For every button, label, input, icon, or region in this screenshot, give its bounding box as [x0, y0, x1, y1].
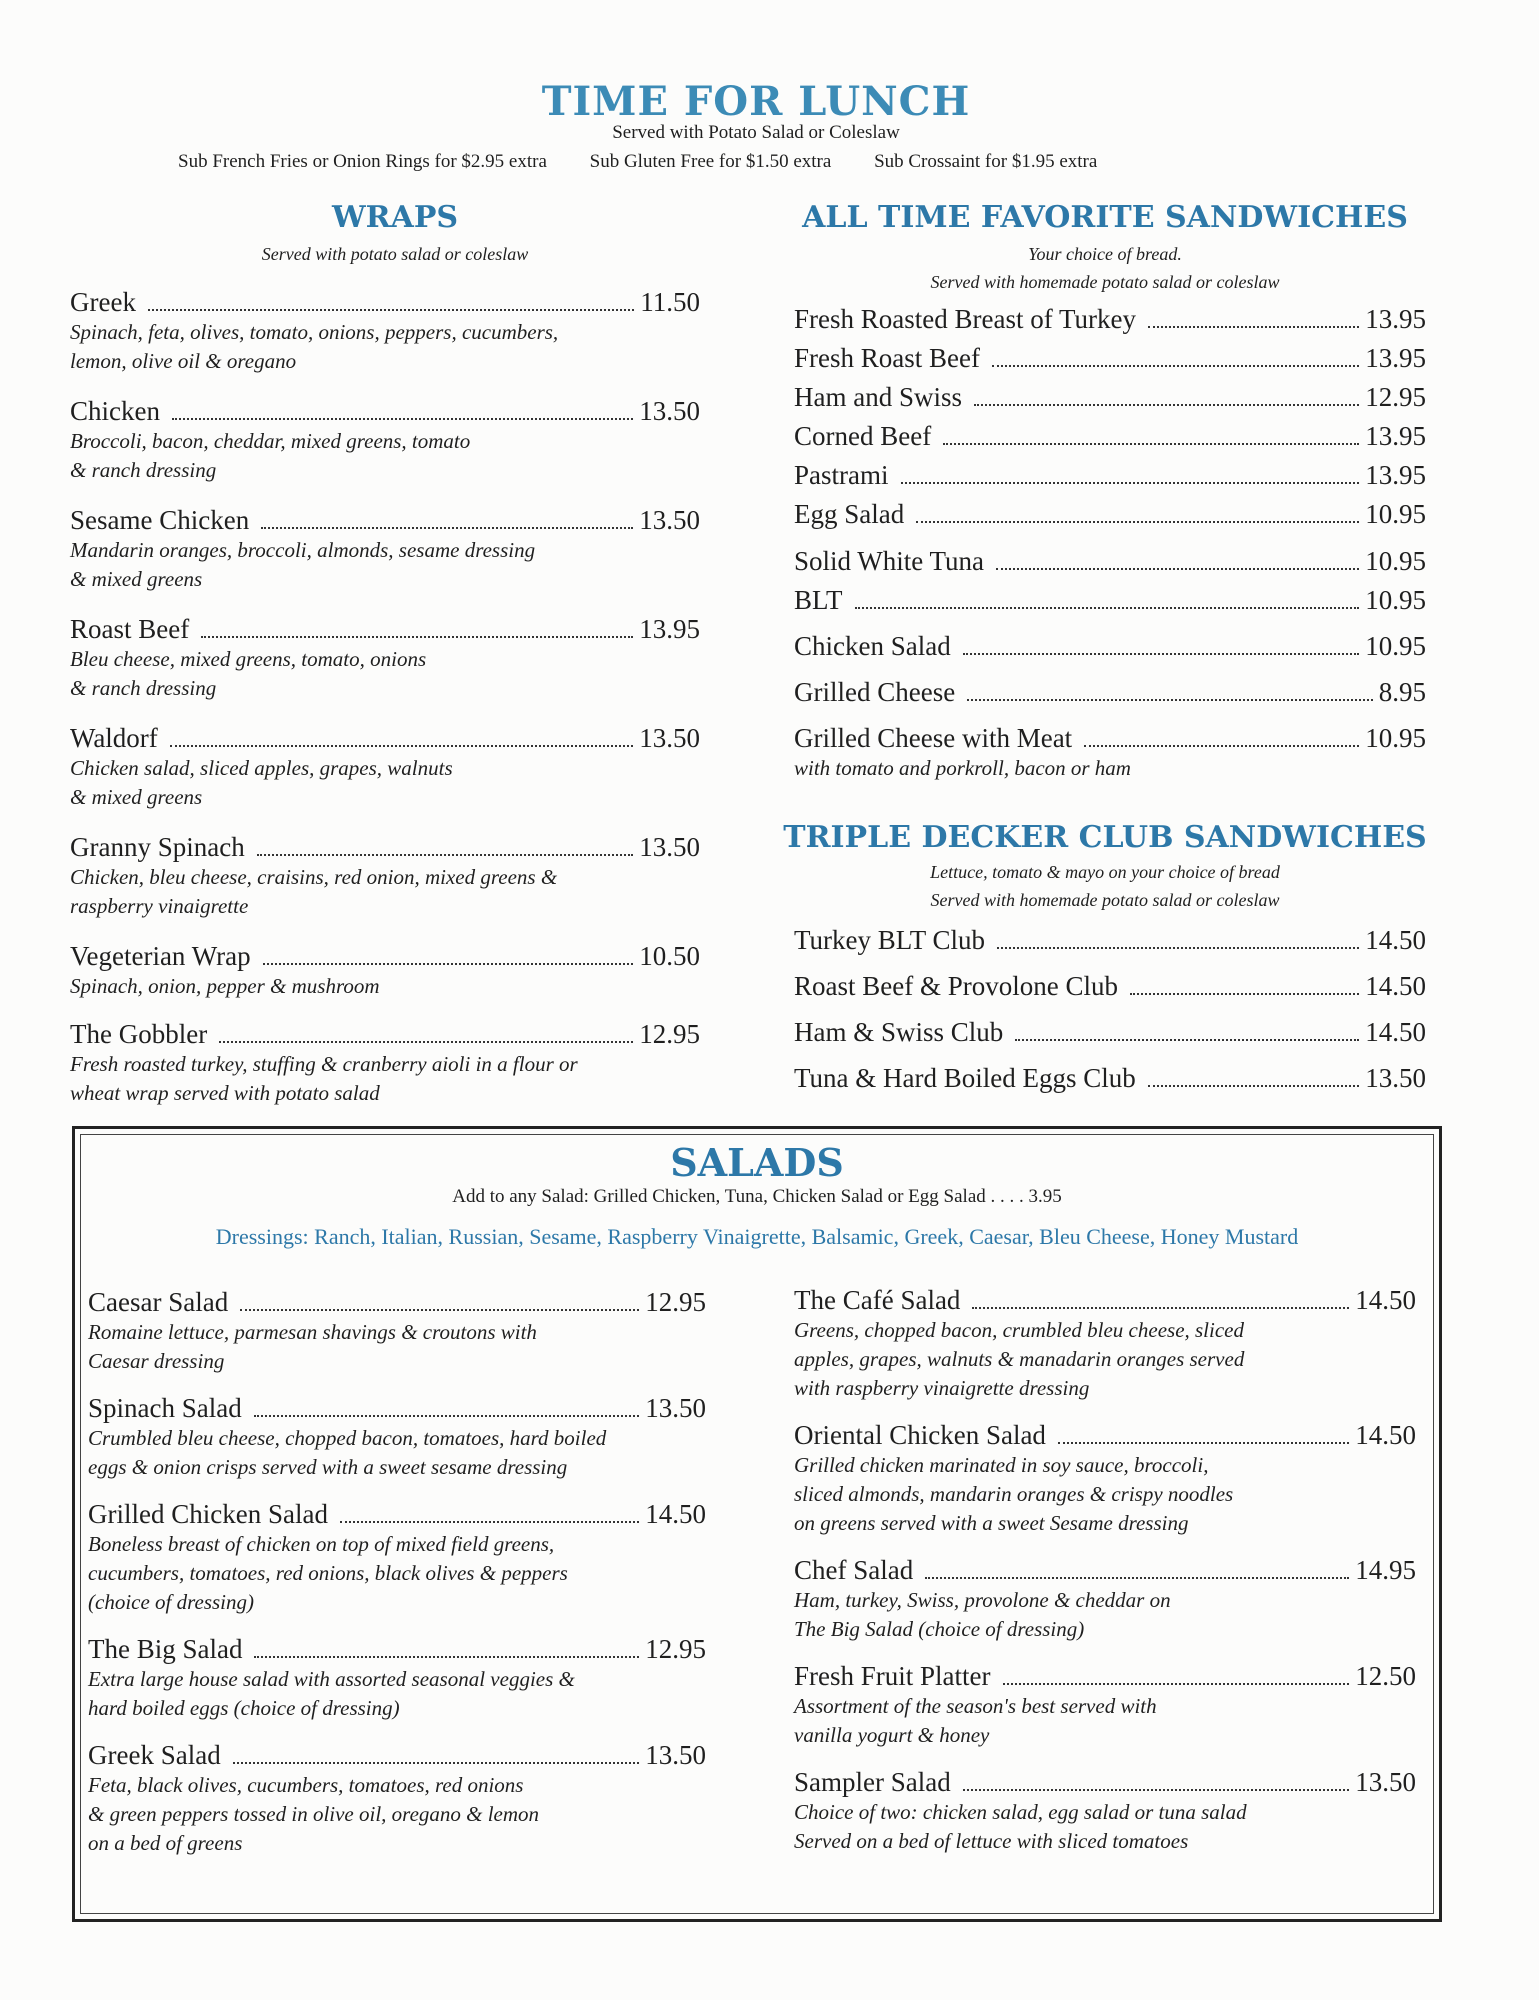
dot-leader	[996, 567, 1359, 570]
menu-item-price: 14.50	[1365, 925, 1426, 955]
menu-item-name: Corned Beef	[794, 421, 932, 451]
menu-item-description: Chicken, bleu cheese, craisins, red onion, mixed greens &	[70, 865, 558, 889]
menu-item-name: Solid White Tuna	[794, 546, 985, 576]
menu-item-price: 14.95	[1355, 1555, 1416, 1585]
salads-heading: SALADS	[670, 1140, 844, 1185]
menu-item-description: & green peppers tossed in olive oil, oregano & lemon	[88, 1802, 540, 1826]
menu-item-row	[794, 676, 1426, 708]
menu-item-description: Boneless breast of chicken on top of mixed field greens,	[88, 1532, 555, 1556]
menu-item-name: Fresh Roast Beef	[794, 343, 980, 373]
sandwich-item	[794, 722, 1426, 783]
club-item	[794, 970, 1426, 1002]
menu-item-row	[70, 613, 700, 645]
wrap-item	[70, 504, 700, 594]
served-with-note: Served with Potato Salad or Coleslaw	[612, 122, 900, 143]
menu-item-price: 12.95	[1365, 382, 1426, 412]
menu-item-description: & mixed greens	[70, 567, 203, 591]
menu-item-price: 10.95	[1365, 585, 1426, 615]
menu-item-price: 14.50	[1355, 1420, 1416, 1450]
menu-item-row	[70, 1018, 700, 1050]
sandwiches-heading: ALL TIME FAVORITE SANDWICHES	[802, 200, 1408, 235]
menu-item-description: Fresh roasted turkey, stuffing & cranberry aioli in a flour or	[70, 1052, 578, 1076]
substitution-croissant: Sub Crossaint for $1.95 extra	[874, 151, 1098, 172]
menu-item-row	[794, 1062, 1426, 1094]
sandwich-item	[794, 303, 1426, 335]
menu-item-row	[70, 722, 700, 754]
menu-item-price: 13.50	[1355, 1767, 1416, 1797]
menu-item-row	[794, 342, 1426, 374]
menu-item-description: Spinach, onion, pepper & mushroom	[70, 974, 380, 998]
menu-item-description: wheat wrap served with potato salad	[70, 1081, 380, 1105]
menu-item-description: lemon, olive oil & oregano	[70, 349, 297, 373]
dot-leader	[963, 652, 1360, 655]
menu-item-row	[794, 545, 1426, 577]
sandwich-item	[794, 459, 1426, 491]
dot-leader	[254, 1414, 640, 1417]
menu-item-row	[794, 303, 1426, 335]
menu-item-row	[794, 498, 1426, 530]
menu-item-row	[794, 1554, 1416, 1586]
menu-item-name: Chef Salad	[794, 1555, 914, 1585]
dot-leader	[1003, 1682, 1350, 1685]
dot-leader	[148, 308, 634, 311]
menu-item-price: 11.50	[640, 287, 700, 317]
club-item	[794, 924, 1426, 956]
menu-item-row	[794, 1766, 1416, 1798]
dot-leader	[967, 698, 1373, 701]
menu-item-description: Broccoli, bacon, cheddar, mixed greens, tomato	[70, 429, 471, 453]
menu-item-price: 10.95	[1365, 499, 1426, 529]
dot-leader	[263, 962, 634, 965]
dot-leader	[261, 526, 633, 529]
menu-item-price: 14.50	[645, 1499, 706, 1529]
menu-item-name: The Big Salad	[88, 1634, 243, 1664]
menu-item-name: Greek	[70, 287, 136, 317]
menu-item-description: Mandarin oranges, broccoli, almonds, sesame dressing	[70, 538, 536, 562]
menu-item-name: BLT	[794, 585, 843, 615]
menu-item-price: 14.50	[1355, 1285, 1416, 1315]
salad-item	[794, 1284, 1416, 1403]
menu-item-price: 12.95	[639, 1019, 700, 1049]
menu-item-description: cucumbers, tomatoes, red onions, black olives & peppers	[88, 1561, 568, 1585]
menu-item-name: Grilled Cheese with Meat	[794, 723, 1073, 753]
menu-item-price: 13.50	[1365, 1063, 1426, 1093]
dot-leader	[1058, 1441, 1349, 1444]
menu-item-description: sliced almonds, mandarin oranges & crispy noodles	[794, 1482, 1234, 1506]
menu-item-name: Tuna & Hard Boiled Eggs Club	[794, 1063, 1136, 1093]
menu-item-price: 10.50	[639, 941, 700, 971]
menu-item-price: 10.95	[1365, 546, 1426, 576]
menu-item-price: 13.95	[1365, 304, 1426, 334]
menu-item-row	[794, 1419, 1416, 1451]
menu-item-description: & mixed greens	[70, 785, 203, 809]
wraps-heading: WRAPS	[331, 200, 459, 235]
wrap-item	[70, 722, 700, 812]
dot-leader	[233, 1761, 640, 1764]
menu-item-description: vanilla yogurt & honey	[794, 1723, 990, 1747]
salads-add-on: Add to any Salad: Grilled Chicken, Tuna, Chicken Salad or Egg Salad . . . . 3.95	[452, 1186, 1062, 1207]
dot-leader	[257, 853, 634, 856]
menu-item-name: Oriental Chicken Salad	[794, 1420, 1046, 1450]
menu-item-row	[70, 504, 700, 536]
dot-leader	[219, 1040, 633, 1043]
menu-item-price: 13.50	[639, 396, 700, 426]
menu-item-description: Crumbled bleu cheese, chopped bacon, tomatoes, hard boiled	[88, 1426, 607, 1450]
substitution-gluten-free: Sub Gluten Free for $1.50 extra	[589, 151, 832, 172]
substitution-list	[178, 151, 1135, 173]
salads-right-list	[794, 1284, 1416, 1856]
club-item	[794, 1016, 1426, 1048]
dot-leader	[1084, 744, 1359, 747]
dot-leader	[340, 1520, 639, 1523]
menu-item-name: Grilled Chicken Salad	[88, 1499, 328, 1529]
menu-item-description: eggs & onion crisps served with a sweet sesame dressing	[88, 1455, 568, 1479]
menu-item-name: Fresh Fruit Platter	[794, 1661, 991, 1691]
menu-item-row	[794, 1660, 1416, 1692]
sandwich-item	[794, 498, 1426, 530]
menu-item-description: & ranch dressing	[70, 676, 217, 700]
menu-item-row	[794, 584, 1426, 616]
menu-item-name: Ham & Swiss Club	[794, 1017, 1004, 1047]
menu-item-price: 14.50	[1365, 1017, 1426, 1047]
salad-item	[794, 1766, 1416, 1856]
menu-item-name: Caesar Salad	[88, 1287, 229, 1317]
sandwich-item	[794, 630, 1426, 662]
menu-item-name: Chicken Salad	[794, 631, 951, 661]
menu-item-name: Roast Beef	[70, 614, 190, 644]
salads-dressings: Dressings: Ranch, Italian, Russian, Sesame, Raspberry Vinaigrette, Balsamic, Greek, Caesar, Bleu Cheese, Honey Mustard	[215, 1224, 1299, 1249]
dot-leader	[943, 442, 1359, 445]
menu-item-row	[88, 1498, 706, 1530]
menu-item-description: with tomato and porkroll, bacon or ham	[794, 756, 1131, 780]
menu-item-row	[70, 831, 700, 863]
menu-item-row	[794, 924, 1426, 956]
menu-item-description: Ham, turkey, Swiss, provolone & cheddar on	[794, 1588, 1171, 1612]
salad-item	[88, 1739, 706, 1858]
wrap-item	[70, 1018, 700, 1108]
dot-leader	[916, 520, 1359, 523]
sandwich-item	[794, 342, 1426, 374]
menu-item-description: Feta, black olives, cucumbers, tomatoes, red onions	[88, 1773, 524, 1797]
wrap-item	[70, 831, 700, 921]
dot-leader	[1148, 325, 1359, 328]
menu-item-description: Served on a bed of lettuce with sliced tomatoes	[794, 1829, 1189, 1853]
menu-item-name: The Gobbler	[70, 1019, 208, 1049]
menu-item-row	[88, 1286, 706, 1318]
menu-item-description: Assortment of the season's best served with	[794, 1694, 1157, 1718]
menu-item-name: Granny Spinach	[70, 832, 245, 862]
menu-item-row	[794, 630, 1426, 662]
club-note-bread: Lettuce, tomato & mayo on your choice of bread	[930, 862, 1280, 882]
dot-leader	[997, 946, 1359, 949]
menu-item-price: 13.50	[639, 723, 700, 753]
wrap-item	[70, 940, 700, 1001]
menu-item-description: on greens served with a sweet Sesame dressing	[794, 1511, 1189, 1535]
sandwiches-list	[794, 303, 1426, 783]
menu-item-price: 14.50	[1365, 971, 1426, 1001]
menu-item-name: Greek Salad	[88, 1740, 221, 1770]
salad-item	[794, 1419, 1416, 1538]
salad-item	[88, 1286, 706, 1376]
menu-item-row	[88, 1739, 706, 1771]
salad-item	[794, 1554, 1416, 1644]
menu-item-name: Fresh Roasted Breast of Turkey	[794, 304, 1136, 334]
menu-item-row	[794, 722, 1426, 754]
menu-item-name: Waldorf	[70, 723, 158, 753]
menu-item-description: Romaine lettuce, parmesan shavings & croutons with	[88, 1320, 537, 1344]
sandwich-item	[794, 676, 1426, 708]
menu-item-description: Choice of two: chicken salad, egg salad or tuna salad	[794, 1800, 1247, 1824]
menu-item-price: 10.95	[1365, 631, 1426, 661]
menu-item-description: Caesar dressing	[88, 1349, 225, 1373]
menu-item-price: 13.50	[639, 505, 700, 535]
menu-item-description: Bleu cheese, mixed greens, tomato, onions	[70, 647, 427, 671]
dot-leader	[925, 1576, 1349, 1579]
menu-item-name: Ham and Swiss	[794, 382, 962, 412]
menu-item-price: 13.50	[645, 1740, 706, 1770]
menu-item-row	[794, 970, 1426, 1002]
menu-item-name: Grilled Cheese	[794, 677, 956, 707]
menu-item-description: The Big Salad (choice of dressing)	[794, 1617, 1085, 1641]
club-note-sides: Served with homemade potato salad or coleslaw	[930, 890, 1280, 910]
substitution-fries: Sub French Fries or Onion Rings for $2.95 extra	[178, 151, 547, 172]
dot-leader	[240, 1308, 639, 1311]
sandwiches-note-sides: Served with homemade potato salad or coleslaw	[930, 272, 1280, 292]
menu-item-price: 13.95	[639, 614, 700, 644]
menu-item-description: Spinach, feta, olives, tomato, onions, peppers, cucumbers,	[70, 320, 559, 344]
menu-item-row	[70, 286, 700, 318]
wrap-item	[70, 613, 700, 703]
menu-item-name: Chicken	[70, 396, 160, 426]
dot-leader	[1015, 1038, 1359, 1041]
dot-leader	[901, 481, 1360, 484]
menu-item-price: 13.95	[1365, 421, 1426, 451]
menu-item-description: on a bed of greens	[88, 1831, 243, 1855]
sandwich-item	[794, 584, 1426, 616]
salad-item	[88, 1633, 706, 1723]
menu-item-price: 13.95	[1365, 343, 1426, 373]
sandwich-item	[794, 420, 1426, 452]
menu-item-description: & ranch dressing	[70, 458, 217, 482]
dot-leader	[1130, 992, 1359, 995]
menu-item-description: Extra large house salad with assorted seasonal veggies &	[88, 1667, 575, 1691]
menu-item-row	[794, 1016, 1426, 1048]
dot-leader	[170, 744, 633, 747]
menu-item-description: Grilled chicken marinated in soy sauce, broccoli,	[794, 1453, 1209, 1477]
menu-item-price: 12.50	[1355, 1661, 1416, 1691]
menu-item-price: 13.50	[639, 832, 700, 862]
menu-item-description: raspberry vinaigrette	[70, 894, 249, 918]
menu-item-row	[794, 420, 1426, 452]
menu-item-description: (choice of dressing)	[88, 1590, 255, 1614]
menu-item-row	[794, 381, 1426, 413]
menu-item-name: Vegeterian Wrap	[70, 941, 251, 971]
dot-leader	[974, 403, 1359, 406]
wrap-item	[70, 286, 700, 376]
dot-leader	[254, 1655, 639, 1658]
menu-item-row	[70, 940, 700, 972]
salads-left-list	[88, 1286, 706, 1858]
menu-item-row	[794, 459, 1426, 491]
menu-title: TIME FOR LUNCH	[541, 78, 971, 125]
wraps-list	[70, 286, 700, 1108]
salad-item	[794, 1660, 1416, 1750]
menu-item-name: Sampler Salad	[794, 1767, 951, 1797]
dot-leader	[1148, 1084, 1359, 1087]
menu-item-price: 13.95	[1365, 460, 1426, 490]
menu-item-name: Roast Beef & Provolone Club	[794, 971, 1118, 1001]
menu-item-price: 10.95	[1365, 723, 1426, 753]
menu-item-description: apples, grapes, walnuts & manadarin oranges served	[794, 1347, 1245, 1371]
menu-item-row	[70, 395, 700, 427]
menu-item-price: 12.95	[645, 1634, 706, 1664]
club-list	[794, 924, 1426, 1094]
menu-item-row	[88, 1633, 706, 1665]
sandwich-item	[794, 545, 1426, 577]
wraps-note: Served with potato salad or coleslaw	[261, 244, 529, 264]
menu-item-row	[88, 1392, 706, 1424]
dot-leader	[855, 606, 1360, 609]
salad-item	[88, 1392, 706, 1482]
menu-item-price: 8.95	[1378, 677, 1426, 707]
menu-item-name: Spinach Salad	[88, 1393, 242, 1423]
menu-item-name: Sesame Chicken	[70, 505, 250, 535]
menu-item-name: Egg Salad	[794, 499, 905, 529]
club-heading: TRIPLE DECKER CLUB SANDWICHES	[783, 820, 1427, 855]
menu-item-name: The Café Salad	[794, 1285, 961, 1315]
menu-item-description: Chicken salad, sliced apples, grapes, walnuts	[70, 756, 453, 780]
menu-item-price: 12.95	[645, 1287, 706, 1317]
dot-leader	[201, 635, 633, 638]
dot-leader	[972, 1306, 1349, 1309]
menu-item-description: hard boiled eggs (choice of dressing)	[88, 1696, 400, 1720]
menu-item-description: Greens, chopped bacon, crumbled bleu cheese, sliced	[794, 1318, 1244, 1342]
menu-item-price: 13.50	[645, 1393, 706, 1423]
sandwich-item	[794, 381, 1426, 413]
wrap-item	[70, 395, 700, 485]
menu-item-description: with raspberry vinaigrette dressing	[794, 1376, 1090, 1400]
club-item	[794, 1062, 1426, 1094]
sandwiches-note-bread: Your choice of bread.	[1028, 244, 1182, 264]
menu-item-row	[794, 1284, 1416, 1316]
salad-item	[88, 1498, 706, 1617]
dot-leader	[992, 364, 1359, 367]
dot-leader	[172, 417, 633, 420]
menu-item-name: Turkey BLT Club	[794, 925, 986, 955]
dot-leader	[963, 1788, 1350, 1791]
menu-item-name: Pastrami	[794, 460, 889, 490]
